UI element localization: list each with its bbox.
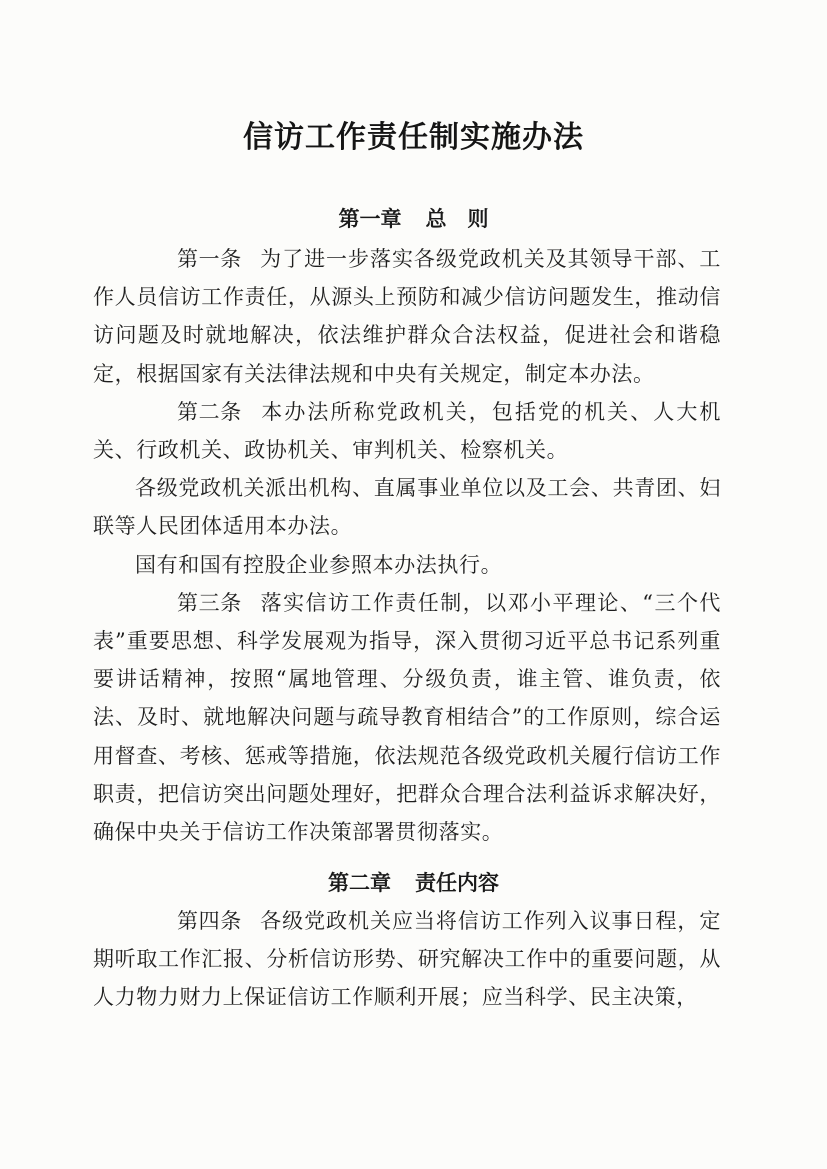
article-paragraph: [93, 469, 721, 545]
article-label: 第一条: [177, 247, 242, 271]
article-text: 本办法所称党政机关，包括党的机关、人大机关、行政机关、政协机关、审判机关、检察机关。: [93, 399, 721, 463]
article-label: 第四条: [177, 909, 242, 933]
article-text: 国有和国有控股企业参照本办法执行。: [135, 552, 503, 577]
chapter-ordinal: 第一章: [338, 207, 402, 231]
chapter-heading-1: [0, 204, 827, 234]
article-paragraph: [93, 584, 721, 851]
chapter-heading-2: [0, 868, 827, 898]
article-label: 第二条: [177, 399, 242, 424]
article-paragraph: [93, 393, 721, 469]
article-paragraph: [93, 902, 721, 1017]
article-text: 各级党政机关派出机构、直属事业单位以及工会、共青团、妇联等人民团体适用本办法。: [93, 476, 721, 539]
article-label: 第三条: [177, 590, 242, 615]
chapter-name: 总 则: [425, 207, 489, 231]
article-text: 各级党政机关应当将信访工作列入议事日程，定期听取工作汇报、分析信访形势、研究解决工作中的重要问题，从人力物力财力上保证信访工作顺利开展；应当科学、民主决策，: [93, 909, 721, 1010]
chapter-name: 责任内容: [415, 871, 499, 895]
chapter-2-body: [93, 902, 721, 1017]
article-paragraph: [93, 240, 721, 393]
chapter-ordinal: 第二章: [328, 871, 391, 895]
article-text: 落实信访工作责任制，以邓小平理论、“三个代表”重要思想、科学发展观为指导，深入贯彻习近平总书记系列重要讲话精神，按照“属地管理、分级负责，谁主管、谁负责，依法、及时、就地解决问题与疏导教育相结合”的工作原则，综合运用督查、考核、惩戒等措施，依法规范各级党政机关履行信访工作职责，把信访突出问题处理好，把群众合理合法利益诉求解决好，确保中央关于信访工作决策部署贯彻落实。: [93, 590, 721, 845]
chapter-1-body: [93, 240, 721, 851]
article-text: 为了进一步落实各级党政机关及其领导干部、工作人员信访工作责任，从源头上预防和减少信访问题发生，推动信访问题及时就地解决，依法维护群众合法权益，促进社会和谐稳定，根据国家有关法律法规和中央有关规定，制定本办法。: [93, 247, 721, 386]
article-paragraph: [93, 546, 721, 584]
document-title: 信访工作责任制实施办法: [243, 120, 584, 155]
